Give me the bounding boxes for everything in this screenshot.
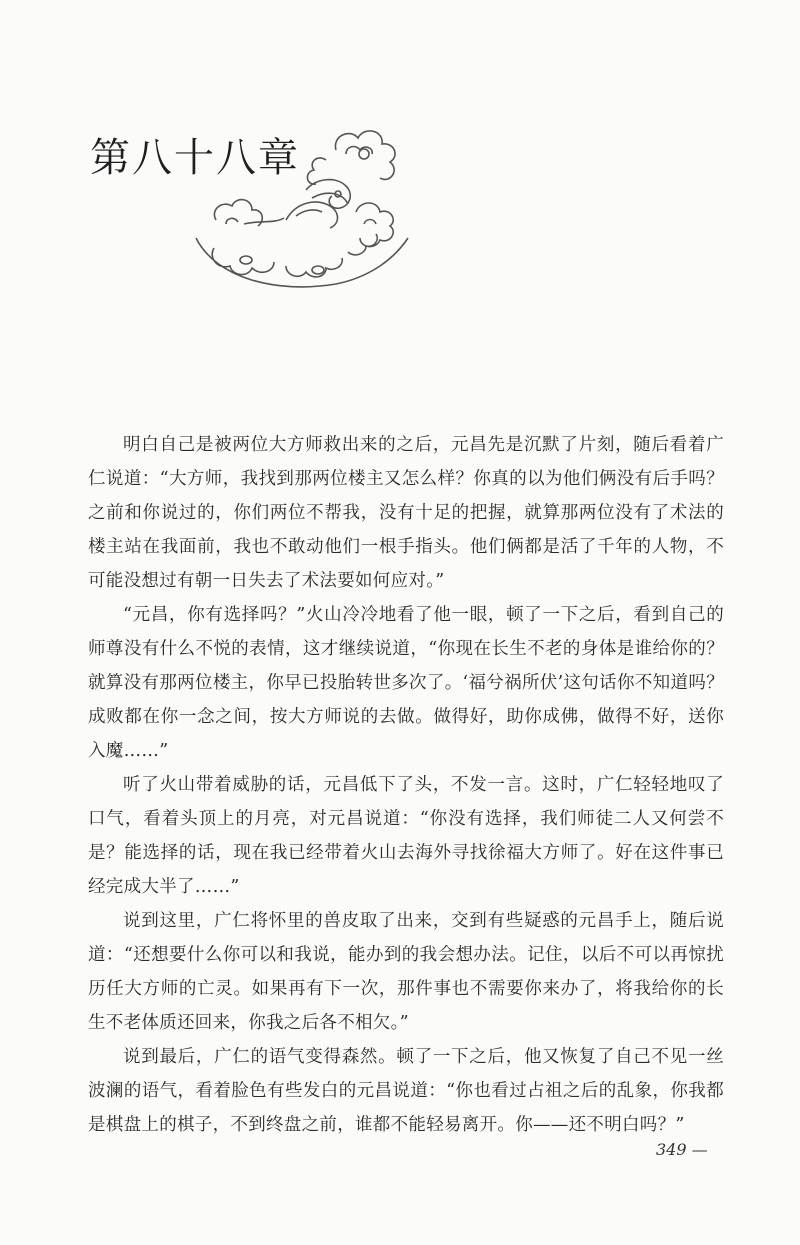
paragraph: 明白自己是被两位大方师救出来的之后，元昌先是沉默了片刻，随后看着广仁说道：“大方师，我找到那两位楼主又怎么样？你真的以为他们俩没有后手吗？之前和你说过的，你们两位不帮我，没有十足的把握，就算那两位没有了术法的楼主站在我面前，我也不敢动他们一根手指头。他们俩都是活了千年的人物，不可能没想过有朝一日失去了术法要如何应对。” <box>88 435 724 591</box>
paragraph: 听了火山带着威胁的话，元昌低下了头，不发一言。这时，广仁轻轻地叹了口气，看着头顶上的月亮，对元昌说道：“你没有选择，我们师徒二人又何尝不是？能选择的话，现在我已经带着火山去海外寻找徐福大方师了。好在这件事已经完成大半了……” <box>88 775 724 897</box>
cloud-dragon-icon <box>186 120 416 290</box>
paragraph: 说到最后，广仁的语气变得森然。顿了一下之后，他又恢复了自己不见一丝波澜的语气，看着脸色有些发白的元昌说道：“你也看过占祖之后的乱象，你我都是棋盘上的棋子，不到终盘之前，谁都不能轻易离开。你——还不明白吗？” <box>88 1047 724 1135</box>
page-number: 349 — <box>656 1140 708 1159</box>
paragraph: “元昌，你有选择吗？”火山冷冷地看了他一眼，顿了一下之后，看到自己的师尊没有什么不悦的表情，这才继续说道，“你现在长生不老的身体是谁给你的？就算没有那两位楼主，你早已投胎转世多次了。‘福兮祸所伏’这句话你不知道吗？成败都在你一念之间，按大方师说的去做。做得好，助你成佛，做得不好，送你入魔……” <box>88 605 724 761</box>
chapter-body <box>88 428 724 1142</box>
paragraph: 说到这里，广仁将怀里的兽皮取了出来，交到有些疑惑的元昌手上，随后说道：“还想要什么你可以和我说，能办到的我会想办法。记住，以后不可以再惊扰历任大方师的亡灵。如果再有下一次，那件事也不需要你来办了，将我给你的长生不老体质还回来，你我之后各不相欠。” <box>88 911 724 1033</box>
chapter-title: 第八十八章 <box>90 135 300 181</box>
